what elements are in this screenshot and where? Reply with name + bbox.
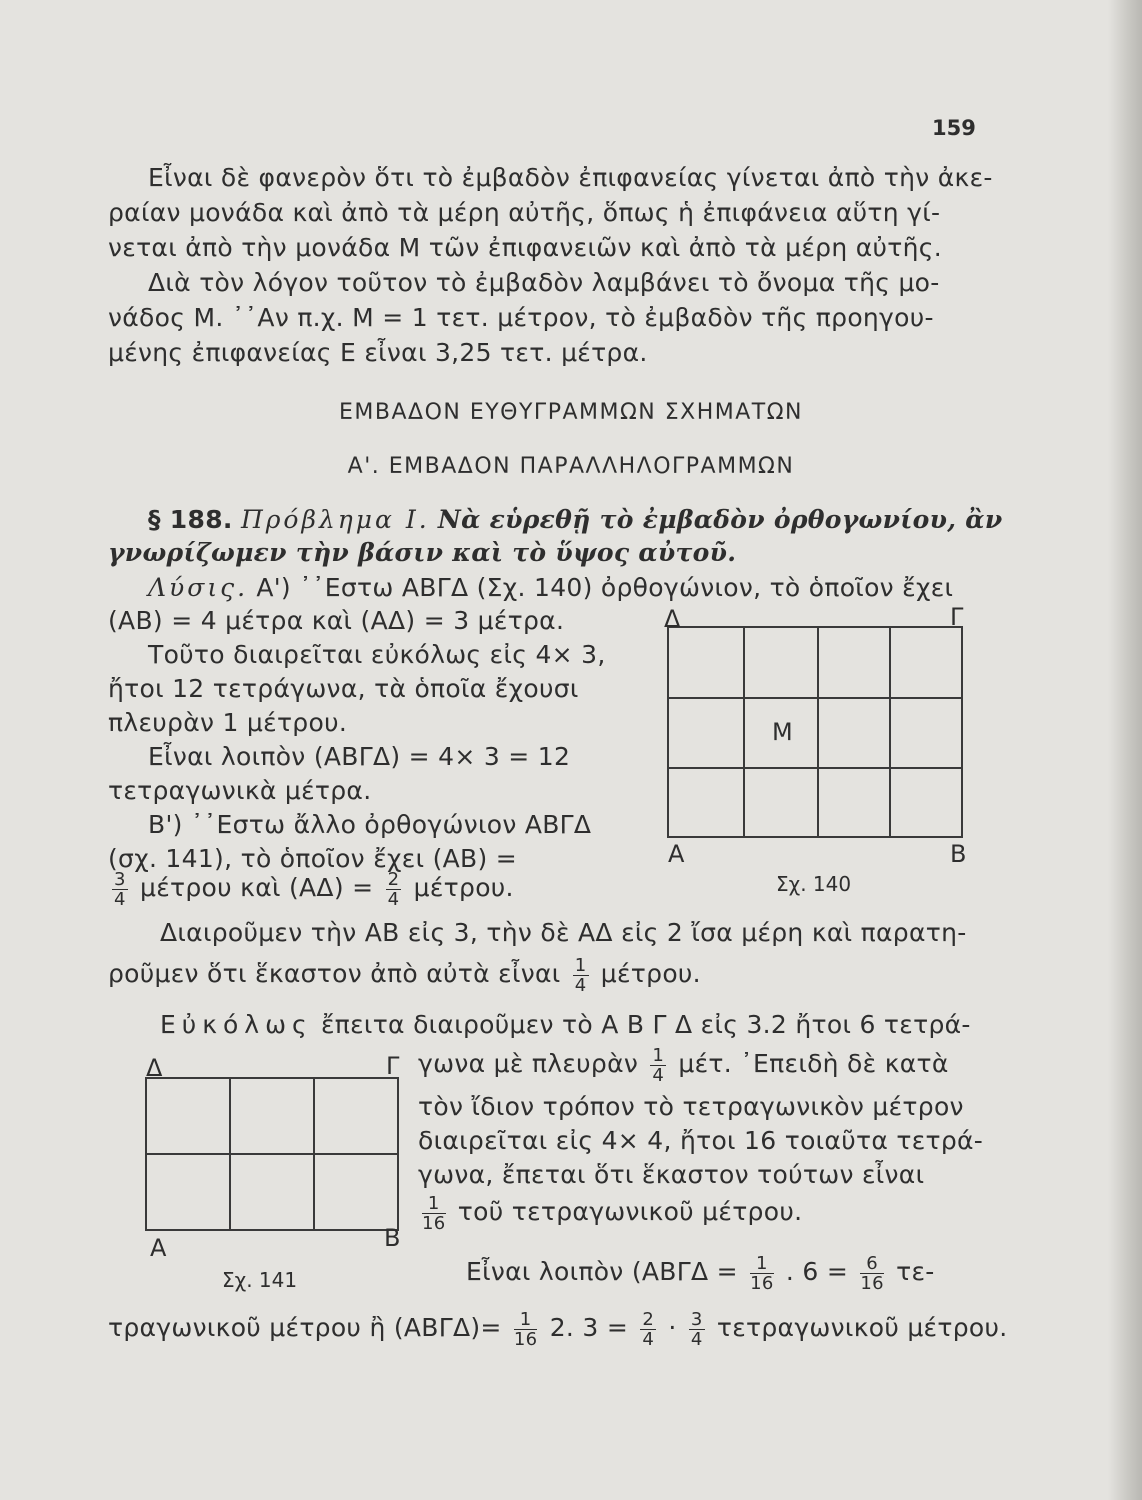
- fig140-label-A: Α: [668, 840, 685, 868]
- fig140-label-M: Μ: [772, 718, 793, 746]
- solution-line-11: Διαιροῦμεν τὴν ΑΒ εἰς 3, τὴν δὲ ΑΔ εἰς 2 ἴσα μέρη καὶ παρατη-: [160, 918, 967, 947]
- solution-line-3: Τοῦτο διαιρεῖται εὐκόλως εἰς 4× 3,: [148, 640, 606, 669]
- problem-statement-1: Νὰ εὑρεθῇ τὸ ἐμβαδὸν ὀρθογωνίου, ἂν: [437, 505, 1003, 534]
- problem-title: Πρόβλημα Ι.: [240, 505, 430, 534]
- solution-line-17: γωνα, ἔπεται ὅτι ἕκαστον τούτων εἶναι: [418, 1160, 925, 1189]
- solution-line-6: Εἶναι λοιπὸν (ΑΒΓΔ) = 4× 3 = 12: [148, 742, 571, 771]
- solution-line-9: (σχ. 141), τὸ ὁποῖον ἔχει (ΑΒ) =: [108, 844, 518, 873]
- solution-line-7: τετραγωνικὰ μέτρα.: [108, 776, 372, 805]
- solution-label: Λύσις.: [148, 573, 249, 602]
- fig140-label-B: Β: [950, 840, 967, 868]
- solution-line-5: πλευρὰν 1 μέτρου.: [108, 708, 348, 737]
- solution-line-19-b: . 6 =: [785, 1257, 849, 1286]
- solution-line-12-a: ροῦμεν ὅτι ἕκαστον ἀπὸ αὐτὰ εἶναι: [108, 959, 561, 988]
- spaced-word: Εὐκόλως: [160, 1010, 313, 1039]
- fig141-label-G: Γ: [386, 1052, 400, 1080]
- problem-statement-2: γνωρίζωμεν τὴν βάσιν καὶ τὸ ὕψος αὐτοῦ.: [108, 538, 737, 567]
- fraction-1-16: $\frac{1}{16}$: [422, 1192, 446, 1234]
- solution-line-8: Β') ᾿᾿Εστω ἄλλο ὀρθογώνιον ΑΒΓΔ: [148, 810, 592, 839]
- solution-line-20-a: τραγωνικοῦ μέτρου ἢ (ΑΒΓΔ)=: [108, 1313, 502, 1342]
- fraction-1-4-b: $\frac{1}{4}$: [652, 1044, 665, 1086]
- solution-line-19-c: τε-: [896, 1257, 935, 1286]
- solution-line-20-d: τετραγωνικοῦ μέτρου.: [716, 1313, 1008, 1342]
- fig141-label-A: Α: [150, 1234, 167, 1262]
- solution-line-18-b: τοῦ τετραγωνικοῦ μέτρου.: [457, 1197, 803, 1226]
- fig141-label-D: Δ: [146, 1054, 163, 1082]
- solution-line-1-text: Α') ᾿᾿Εστω ΑΒΓΔ (Σχ. 140) ὀρθογώνιον, τὸ ὁποῖον ἔχει: [256, 573, 954, 602]
- fraction-1-16-b: $\frac{1}{16}$: [750, 1252, 774, 1294]
- intro-line-4: Διὰ τὸν λόγον τοῦτον τὸ ἐμβαδὸν λαμβάνει τὸ ὄνομα τῆς μο-: [148, 268, 940, 297]
- solution-line-16: διαιρεῖται εἰς 4× 4, ἤτοι 16 τοιαῦτα τετρά-: [418, 1126, 984, 1155]
- page-number: 159: [932, 116, 976, 140]
- solution-line-2: (ΑΒ) = 4 μέτρα καὶ (ΑΔ) = 3 μέτρα.: [108, 606, 565, 635]
- intro-line-2: ραίαν μονάδα καὶ ἀπὸ τὰ μέρη αὐτῆς, ὅπως ἡ ἐπιφάνεια αὕτη γί-: [108, 198, 941, 227]
- intro-line-1: Εἶναι δὲ φανερὸν ὅτι τὸ ἐμβαδὸν ἐπιφανείας γίνεται ἀπὸ τὴν ἀκε-: [148, 163, 993, 192]
- solution-line-10-a: μέτρου καὶ (ΑΔ) =: [140, 873, 374, 902]
- fraction-2-4: $\frac{2}{4}$: [387, 868, 400, 910]
- figure-141-grid: [146, 1078, 398, 1230]
- solution-line-20-b: 2. 3 =: [549, 1313, 629, 1342]
- fig140-label-D: Δ: [664, 605, 681, 633]
- fraction-2-4-b: $\frac{2}{4}$: [642, 1308, 655, 1350]
- solution-line-4: ἤτοι 12 τετράγωνα, τὰ ὁποῖα ἔχουσι: [108, 674, 579, 703]
- figure-140-rect: [668, 627, 962, 837]
- section-heading: ΕΜΒΑΔΟΝ ΕΥΘΥΓΡΑΜΜΩΝ ΣΧΗΜΑΤΩΝ: [339, 400, 803, 425]
- fig141-label-B: Β: [384, 1224, 401, 1252]
- fraction-6-16: $\frac{6}{16}$: [860, 1252, 884, 1294]
- solution-line-20-c: ·: [668, 1313, 677, 1342]
- solution-line-19-a: Εἶναι λοιπὸν (ΑΒΓΔ =: [466, 1257, 738, 1286]
- solution-line-14-a: γωνα μὲ πλευρὰν: [418, 1049, 639, 1078]
- solution-line-15: τὸν ἴδιον τρόπον τὸ τετραγωνικὸν μέτρον: [418, 1092, 964, 1121]
- subsection-heading: Α'. ΕΜΒΑΔΟΝ ΠΑΡΑΛΛΗΛΟΓΡΑΜΜΩΝ: [347, 454, 795, 479]
- solution-line-14-b: μέτ. ᾿Επειδὴ δὲ κατὰ: [678, 1049, 949, 1078]
- figure-140-grid: [668, 627, 962, 837]
- fraction-1-16-c: $\frac{1}{16}$: [513, 1308, 538, 1350]
- intro-line-5: νάδος Μ. ᾿᾿Αν π.χ. Μ = 1 τετ. μέτρον, τὸ ἐμβαδὸν τῆς προηγου-: [108, 303, 934, 332]
- fraction-3-4-b: $\frac{3}{4}$: [690, 1308, 703, 1350]
- solution-line-10-b: μέτρου.: [413, 873, 514, 902]
- fig140-caption: Σχ. 140: [776, 872, 852, 896]
- fraction-1-4: $\frac{1}{4}$: [574, 954, 587, 996]
- intro-line-6: μένης ἐπιφανείας Ε εἶναι 3,25 τετ. μέτρα.: [108, 338, 648, 367]
- solution-line-13-text: ἔπειτα διαιροῦμεν τὸ Α Β Γ Δ εἰς 3.2 ἤτοι 6 τετρά-: [320, 1010, 971, 1039]
- section-number: § 188.: [148, 505, 233, 534]
- fig141-caption: Σχ. 141: [222, 1268, 298, 1292]
- fraction-3-4: $\frac{3}{4}$: [114, 868, 126, 910]
- intro-line-3: νεται ἀπὸ τὴν μονάδα Μ τῶν ἐπιφανειῶν καὶ ἀπὸ τὰ μέρη αὐτῆς.: [108, 233, 942, 262]
- fig140-label-G: Γ: [950, 603, 964, 631]
- solution-line-12-b: μέτρου.: [600, 959, 701, 988]
